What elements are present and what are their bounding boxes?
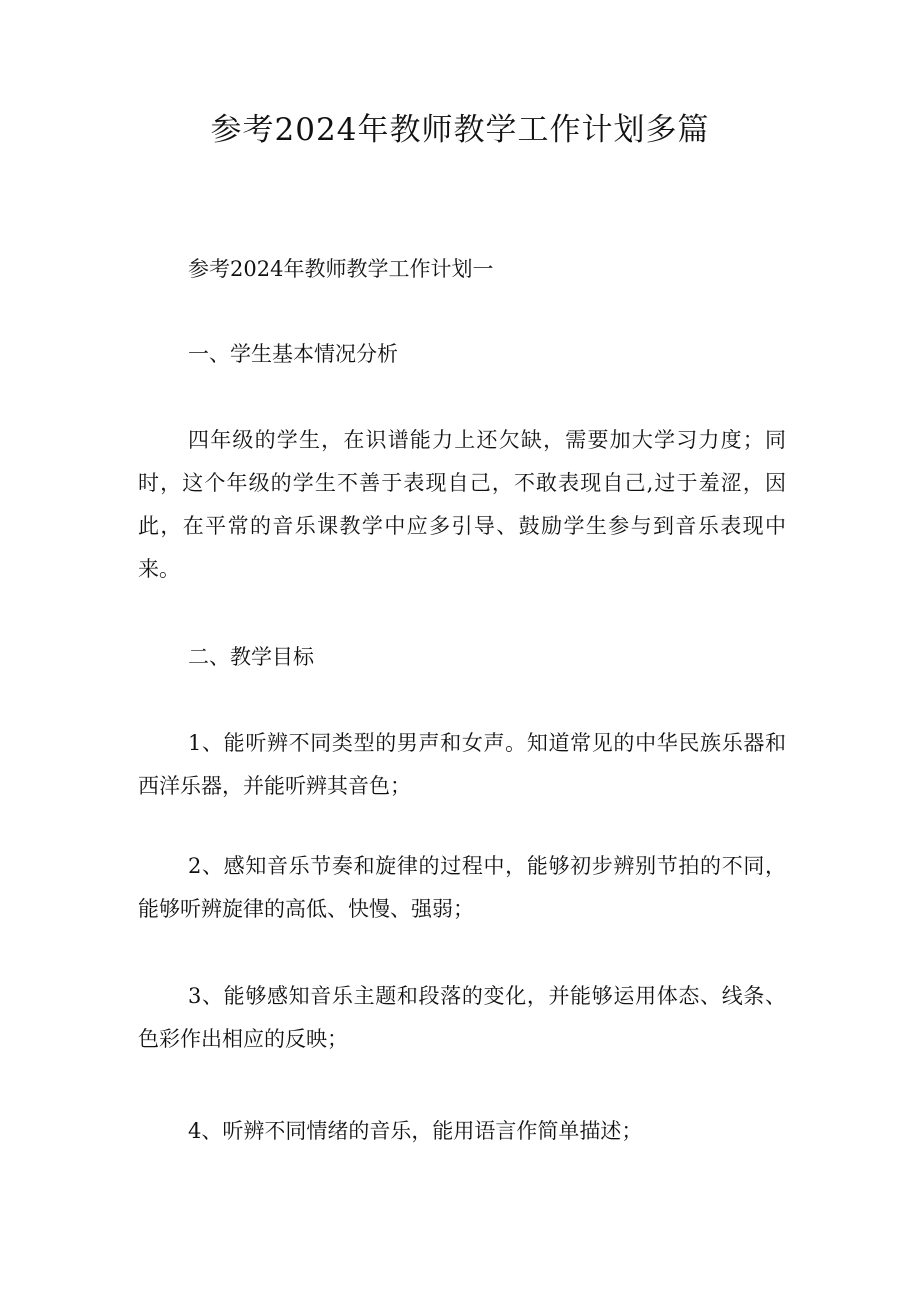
section-heading-teaching-goals: 二、教学目标 — [188, 645, 314, 669]
goal-item-3: 3、能够感知音乐主题和段落的变化，并能够运用体态、线条、色彩作出相应的反映； — [138, 984, 786, 1051]
section-heading-plan-one: 参考2024年教师教学工作计划一 — [188, 257, 494, 281]
section-heading-student-analysis: 一、学生基本情况分析 — [188, 342, 398, 366]
goal-item-1: 1、能听辨不同类型的男声和女声。知道常见的中华民族乐器和西洋乐器，并能听辨其音色； — [138, 731, 786, 798]
document-title: 参考2024年教师教学工作计划多篇 — [210, 112, 710, 148]
goal-item-2: 2、感知音乐节奏和旋律的过程中，能够初步辨别节拍的不同，能够听辨旋律的高低、快慢、强弱； — [138, 854, 786, 921]
goal-item-4: 4、听辨不同情绪的音乐，能用语言作简单描述； — [188, 1119, 643, 1143]
paragraph-student-analysis: 四年级的学生，在识谱能力上还欠缺，需要加大学习力度；同时，这个年级的学生不善于表现自己，不敢表现自己,过于羞涩，因此，在平常的音乐课教学中应多引导、鼓励学生参与到音乐表现中来。 — [138, 428, 786, 581]
